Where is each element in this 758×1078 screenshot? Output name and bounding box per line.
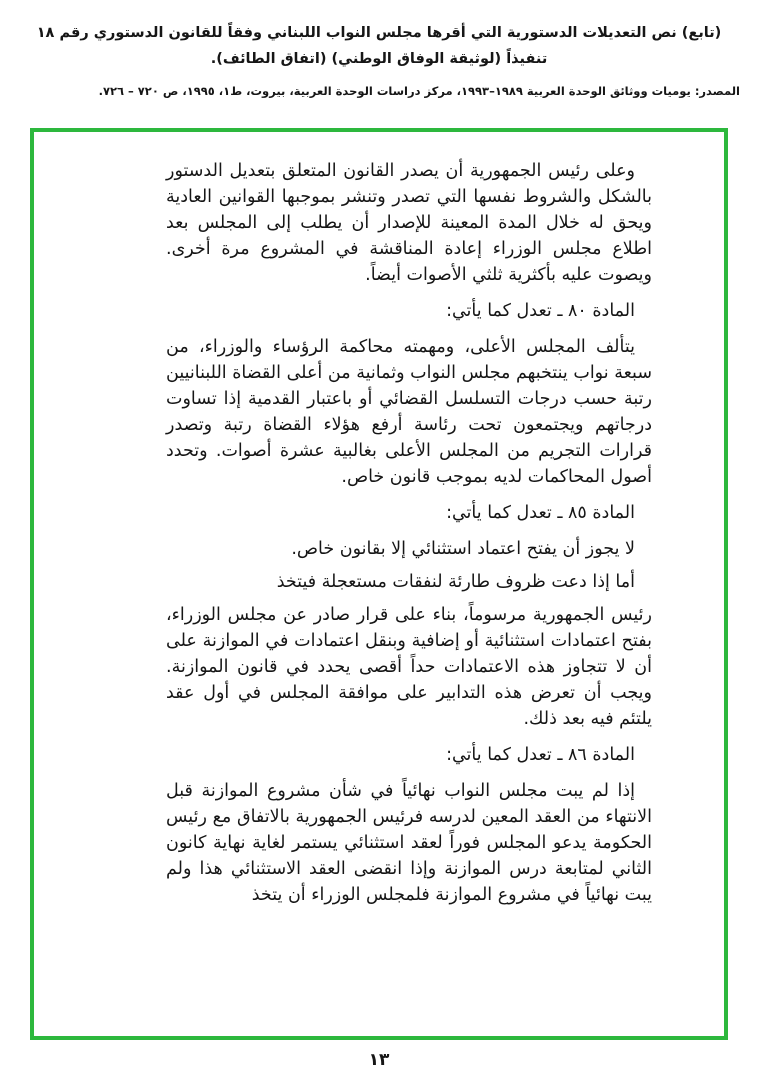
content-frame: [30, 128, 728, 1040]
body-text: [166, 158, 652, 908]
body-paragraph: أما إذا دعت ظروف طارئة لنفقات مستعجلة فيتخذ: [276, 572, 635, 592]
body-paragraph: إذا لم يبت مجلس النواب نهائياً في شأن مشروع الموازنة قبل الانتهاء من العقد المعين لدرسه فرئيس الجمهورية بالاتفاق مع رئيس الحكومة يدعو المجلس فوراً لعقد استثنائي يستمر لغاية نهاية كانون الثاني لمتابعة درس الموازنة وإذا انقضى العقد الاستثنائي هذا ولم يبت نهائياً في مشروع الموازنة فلمجلس الوزراء أن يتخذ: [166, 781, 652, 905]
body-paragraph: لا يجوز أن يفتح اعتماد استثنائي إلا بقانون خاص.: [291, 539, 635, 559]
document-header: [0, 0, 758, 100]
body-paragraph: يتألف المجلس الأعلى، ومهمته محاكمة الرؤساء والوزراء، من سبعة نواب ينتخبهم مجلس النواب وثمانية من أعلى القضاة اللبنانيين رتبة حسب درجات التسلسل القضائي أو باعتبار القدمية إذا تساوت درجاتهم ويجتمعون تحت رئاسة أرفع هؤلاء القضاة رتبة وتصدر قرارات التجريم من المجلس الأعلى بغالبية عشرة أصوات. وتحدد أصول المحاكمات لديه بموجب قانون خاص.: [166, 337, 652, 487]
article-heading: المادة ٨٥ ـ تعدل كما يأتي:: [446, 503, 635, 523]
body-paragraph: وعلى رئيس الجمهورية أن يصدر القانون المتعلق بتعديل الدستور بالشكل والشروط نفسها التي تصدر وتنشر بموجبها القوانين العادية ويحق له خلال المدة المعينة للإصدار أن يطلب إلى المجلس بعد اطلاع مجلس الوزراء إعادة المناقشة في المشروع مرة أخرى. ويصوت عليه بأكثرية ثلثي الأصوات أيضاً.: [166, 161, 652, 285]
body-paragraph: رئيس الجمهورية مرسوماً، بناء على قرار صادر عن مجلس الوزراء، بفتح اعتمادات استثنائية أو إضافية وبنقل اعتمادات في الموازنة على أن لا تتجاوز هذه الاعتمادات حداً أقصى يحدد في قانون الموازنة. ويجب أن تعرض هذه التدابير على موافقة المجلس في أول عقد يلتئم فيه بعد ذلك.: [166, 605, 652, 729]
document-title: (تابع) نص التعديلات الدستورية التي أقرها مجلس النواب اللبناني وفقاً للقانون الدستوري رقم ١٨ تنفيذاً (لوثيقة الوفاق الوطني) (اتفاق الطائف).: [36, 25, 722, 67]
page-number: ١٣: [368, 1050, 390, 1070]
article-heading: المادة ٨٦ ـ تعدل كما يأتي:: [446, 745, 635, 765]
article-heading: المادة ٨٠ ـ تعدل كما يأتي:: [446, 301, 635, 321]
source-line: المصدر: يوميات ووثائق الوحدة العربية ١٩٨٩–١٩٩٣، مركز دراسات الوحدة العربية، بيروت، ط١، ١٩٩٥، ص ٧٢٠ – ٧٢٦.: [98, 84, 740, 98]
